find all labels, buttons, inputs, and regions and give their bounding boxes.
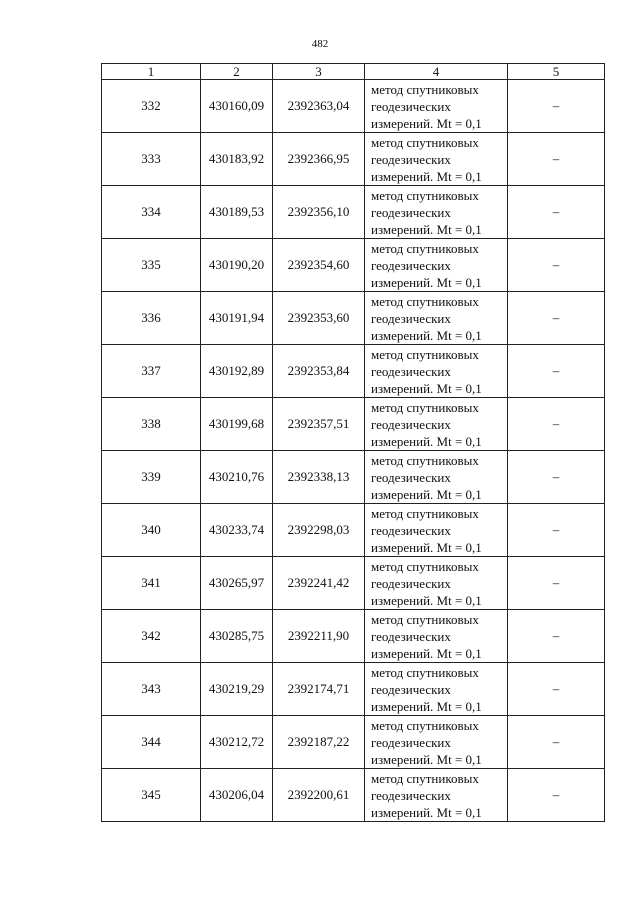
point-number-cell: 337: [102, 345, 201, 398]
header-col-2: 2: [201, 64, 273, 80]
table-row: [102, 451, 605, 504]
x-coordinate-cell: 430233,74: [201, 504, 273, 557]
method-cell: [365, 610, 508, 663]
y-coordinate-cell: 2392353,60: [273, 292, 365, 345]
header-row: [102, 64, 605, 80]
method-line: измерений. Mt = 0,1: [371, 645, 482, 661]
table-header: [102, 64, 605, 80]
y-coordinate-cell: 2392353,84: [273, 345, 365, 398]
method-line: метод спутниковых: [371, 611, 479, 627]
y-coordinate-cell: 2392356,10: [273, 186, 365, 239]
table-row: [102, 716, 605, 769]
method-line: измерений. Mt = 0,1: [371, 698, 482, 714]
method-line: измерений. Mt = 0,1: [371, 433, 482, 449]
y-coordinate-cell: 2392187,22: [273, 716, 365, 769]
table-row: [102, 663, 605, 716]
point-number-cell: 342: [102, 610, 201, 663]
method-line: измерений. Mt = 0,1: [371, 539, 482, 555]
note-cell: –: [508, 133, 605, 186]
table-row: [102, 610, 605, 663]
point-number-cell: 340: [102, 504, 201, 557]
note-cell: –: [508, 663, 605, 716]
method-line: метод спутниковых: [371, 717, 479, 733]
method-line: метод спутниковых: [371, 399, 479, 415]
method-line: геодезических: [371, 310, 451, 326]
table-row: [102, 769, 605, 822]
x-coordinate-cell: 430285,75: [201, 610, 273, 663]
method-line: геодезических: [371, 734, 451, 750]
x-coordinate-cell: 430183,92: [201, 133, 273, 186]
method-line: метод спутниковых: [371, 452, 479, 468]
method-cell: [365, 504, 508, 557]
method-line: измерений. Mt = 0,1: [371, 115, 482, 131]
x-coordinate-cell: 430190,20: [201, 239, 273, 292]
method-cell: [365, 716, 508, 769]
y-coordinate-cell: 2392363,04: [273, 80, 365, 133]
header-col-4: 4: [365, 64, 508, 80]
x-coordinate-cell: 430219,29: [201, 663, 273, 716]
method-line: геодезических: [371, 522, 451, 538]
note-cell: –: [508, 345, 605, 398]
method-line: геодезических: [371, 257, 451, 273]
point-number-cell: 338: [102, 398, 201, 451]
point-number-cell: 341: [102, 557, 201, 610]
point-number-cell: 343: [102, 663, 201, 716]
y-coordinate-cell: 2392354,60: [273, 239, 365, 292]
note-cell: –: [508, 398, 605, 451]
method-line: измерений. Mt = 0,1: [371, 168, 482, 184]
method-line: геодезических: [371, 681, 451, 697]
table-row: [102, 398, 605, 451]
y-coordinate-cell: 2392338,13: [273, 451, 365, 504]
method-cell: [365, 186, 508, 239]
method-line: метод спутниковых: [371, 505, 479, 521]
header-col-3: 3: [273, 64, 365, 80]
table-row: [102, 504, 605, 557]
note-cell: –: [508, 610, 605, 663]
point-number-cell: 335: [102, 239, 201, 292]
header-col-5: 5: [508, 64, 605, 80]
method-line: метод спутниковых: [371, 240, 479, 256]
x-coordinate-cell: 430265,97: [201, 557, 273, 610]
method-line: метод спутниковых: [371, 187, 479, 203]
table-body: [102, 80, 605, 822]
method-line: геодезических: [371, 416, 451, 432]
header-col-1: 1: [102, 64, 201, 80]
y-coordinate-cell: 2392366,95: [273, 133, 365, 186]
note-cell: –: [508, 716, 605, 769]
x-coordinate-cell: 430160,09: [201, 80, 273, 133]
x-coordinate-cell: 430199,68: [201, 398, 273, 451]
method-cell: [365, 557, 508, 610]
table-row: [102, 186, 605, 239]
method-line: измерений. Mt = 0,1: [371, 380, 482, 396]
note-cell: –: [508, 292, 605, 345]
method-cell: [365, 80, 508, 133]
method-line: метод спутниковых: [371, 770, 479, 786]
x-coordinate-cell: 430191,94: [201, 292, 273, 345]
note-cell: –: [508, 80, 605, 133]
method-cell: [365, 345, 508, 398]
note-cell: –: [508, 186, 605, 239]
method-line: геодезических: [371, 575, 451, 591]
method-line: метод спутниковых: [371, 558, 479, 574]
point-number-cell: 334: [102, 186, 201, 239]
note-cell: –: [508, 557, 605, 610]
note-cell: –: [508, 504, 605, 557]
method-line: измерений. Mt = 0,1: [371, 592, 482, 608]
method-line: геодезических: [371, 628, 451, 644]
method-line: геодезических: [371, 98, 451, 114]
method-line: геодезических: [371, 151, 451, 167]
table-row: [102, 557, 605, 610]
table-row: [102, 239, 605, 292]
x-coordinate-cell: 430206,04: [201, 769, 273, 822]
x-coordinate-cell: 430212,72: [201, 716, 273, 769]
table-row: [102, 292, 605, 345]
point-number-cell: 344: [102, 716, 201, 769]
x-coordinate-cell: 430192,89: [201, 345, 273, 398]
method-line: геодезических: [371, 204, 451, 220]
coordinates-table: [101, 63, 605, 822]
point-number-cell: 339: [102, 451, 201, 504]
method-line: измерений. Mt = 0,1: [371, 274, 482, 290]
table-row: [102, 133, 605, 186]
x-coordinate-cell: 430189,53: [201, 186, 273, 239]
method-line: геодезических: [371, 787, 451, 803]
method-cell: [365, 663, 508, 716]
method-cell: [365, 769, 508, 822]
method-line: метод спутниковых: [371, 134, 479, 150]
method-line: метод спутниковых: [371, 664, 479, 680]
method-line: измерений. Mt = 0,1: [371, 751, 482, 767]
note-cell: –: [508, 239, 605, 292]
y-coordinate-cell: 2392174,71: [273, 663, 365, 716]
y-coordinate-cell: 2392298,03: [273, 504, 365, 557]
point-number-cell: 336: [102, 292, 201, 345]
method-line: измерений. Mt = 0,1: [371, 221, 482, 237]
y-coordinate-cell: 2392211,90: [273, 610, 365, 663]
y-coordinate-cell: 2392241,42: [273, 557, 365, 610]
x-coordinate-cell: 430210,76: [201, 451, 273, 504]
y-coordinate-cell: 2392200,61: [273, 769, 365, 822]
method-line: измерений. Mt = 0,1: [371, 327, 482, 343]
table-row: [102, 80, 605, 133]
method-cell: [365, 133, 508, 186]
point-number-cell: 332: [102, 80, 201, 133]
point-number-cell: 345: [102, 769, 201, 822]
method-line: измерений. Mt = 0,1: [371, 486, 482, 502]
y-coordinate-cell: 2392357,51: [273, 398, 365, 451]
method-line: геодезических: [371, 363, 451, 379]
method-line: измерений. Mt = 0,1: [371, 804, 482, 820]
note-cell: –: [508, 769, 605, 822]
method-cell: [365, 292, 508, 345]
note-cell: –: [508, 451, 605, 504]
point-number-cell: 333: [102, 133, 201, 186]
table-row: [102, 345, 605, 398]
method-line: метод спутниковых: [371, 81, 479, 97]
method-line: метод спутниковых: [371, 346, 479, 362]
method-cell: [365, 451, 508, 504]
method-line: метод спутниковых: [371, 293, 479, 309]
method-line: геодезических: [371, 469, 451, 485]
method-cell: [365, 398, 508, 451]
method-cell: [365, 239, 508, 292]
page-number: 482: [311, 38, 329, 50]
